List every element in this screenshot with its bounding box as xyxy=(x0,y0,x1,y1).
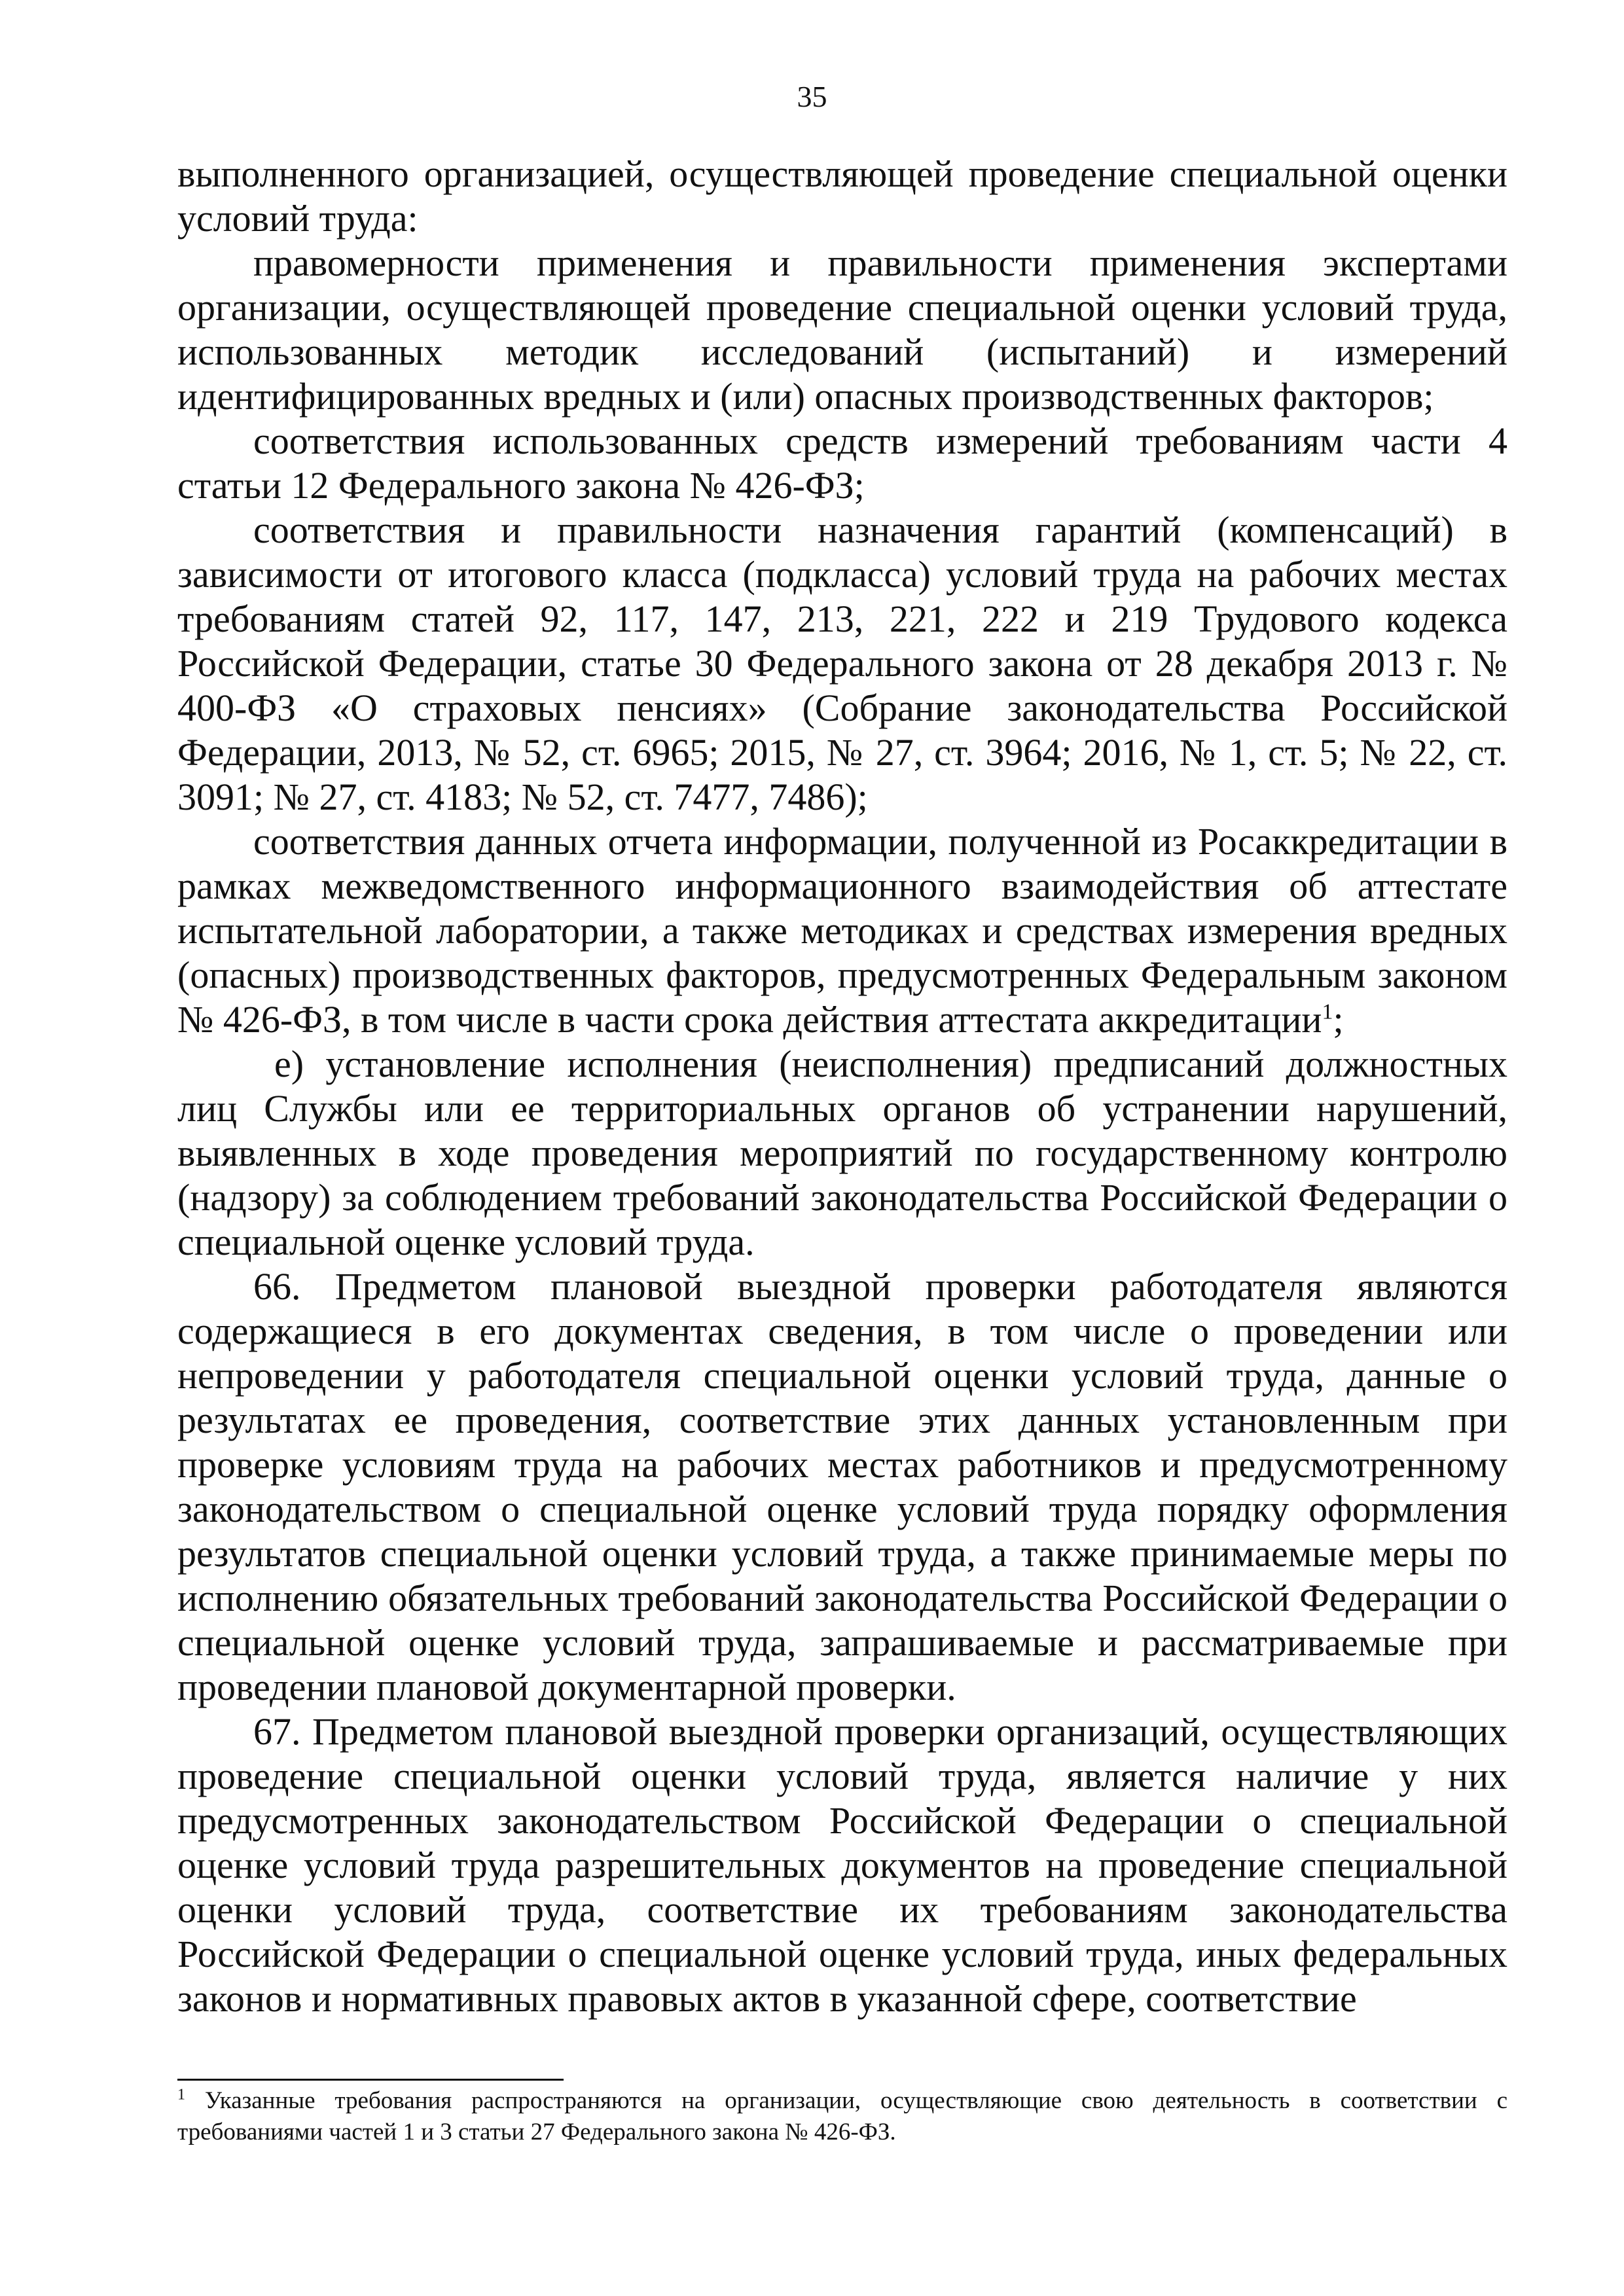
footnote-text: Указанные требования распространяются на организации, осуществляющие свою деятельность в соответствии с требованиями частей 1 и 3 статьи 27 Федерального закона № 426-ФЗ. xyxy=(177,2087,1507,2145)
paragraph-report-data-text: соответствия данных отчета информации, полученной из Росаккредитации в рамках межведомственного информационного взаимодействия об аттестате испытательной лаборатории, а также методиках и средствах измерения вредных (опасных) производственных факторов, предусмотренных Федеральным законом № 426-ФЗ, в том числе в части срока действия аттестата аккредитации xyxy=(177,820,1507,1041)
paragraph-continuation: выполненного организацией, осуществляющей проведение специальной оценки условий труда: xyxy=(177,152,1507,240)
document-body xyxy=(177,152,1507,2021)
paragraph-report-data xyxy=(177,819,1507,1042)
paragraph-legality: правомерности применения и правильности применения экспертами организации, осуществляющей проведение специальной оценки условий труда, использованных методик исследований (испытаний) и измерений идентифицированных вредных и (или) опасных производственных факторов; xyxy=(177,242,1507,418)
paragraph-66: 66. Предметом плановой выездной проверки работодателя являются содержащиеся в его документах сведения, в том числе о проведении или непроведении у работодателя специальной оценки условий труда, данные о результатах ее проведения, соответствие этих данных установленным при проверке условиям труда на рабочих местах работников и предусмотренному законодательством о специальной оценке условий труда порядку оформления результатов специальной оценки условий труда, а также принимаемые меры по исполнению обязательных требований законодательства Российской Федерации о специальной оценке условий труда, запрашиваемые и рассматриваемые при проведении плановой документарной проверки. xyxy=(177,1265,1507,1708)
footnote xyxy=(177,2085,1507,2148)
footnote-reference: 1 xyxy=(1322,999,1333,1024)
footnote-divider xyxy=(177,2079,564,2081)
paragraph-measurement-tools: соответствия использованных средств измерений требованиям части 4 статьи 12 Федерального закона № 426-ФЗ; xyxy=(177,420,1507,507)
paragraph-report-data-end: ; xyxy=(1333,998,1344,1041)
page-number: 35 xyxy=(797,80,827,113)
paragraph-67: 67. Предметом плановой выездной проверки организаций, осуществляющих проведение специальной оценки условий труда, является наличие у них предусмотренных законодательством Российской Федерации о специальной оценке условий труда разрешительных документов на проведение специальной оценки условий труда, соответствие их требованиям законодательства Российской Федерации о специальной оценке условий труда, иных федеральных законов и нормативных правовых актов в указанной сфере, соответствие xyxy=(177,1710,1507,2020)
footnote-mark: 1 xyxy=(177,2086,185,2104)
paragraph-guarantees: соответствия и правильности назначения гарантий (компенсаций) в зависимости от итогового класса (подкласса) условий труда на рабочих местах требованиям статей 92, 117, 147, 213, 221, 222 и 219 Трудового кодекса Российской Федерации, статье 30 Федерального закона от 28 декабря 2013 г. № 400-ФЗ «О страховых пенсиях» (Собрание законодательства Российской Федерации, 2013, № 52, ст. 6965; 2015, № 27, ст. 3964; 2016, № 1, ст. 5; № 22, ст. 3091; № 27, ст. 4183; № 52, ст. 7477, 7486); xyxy=(177,509,1507,818)
paragraph-item-e: е) установление исполнения (неисполнения) предписаний должностных лиц Службы или ее территориальных органов об устранении нарушений, выявленных в ходе проведения мероприятий по государственному контролю (надзору) за соблюдением требований законодательства Российской Федерации о специальной оценке условий труда. xyxy=(177,1043,1507,1263)
